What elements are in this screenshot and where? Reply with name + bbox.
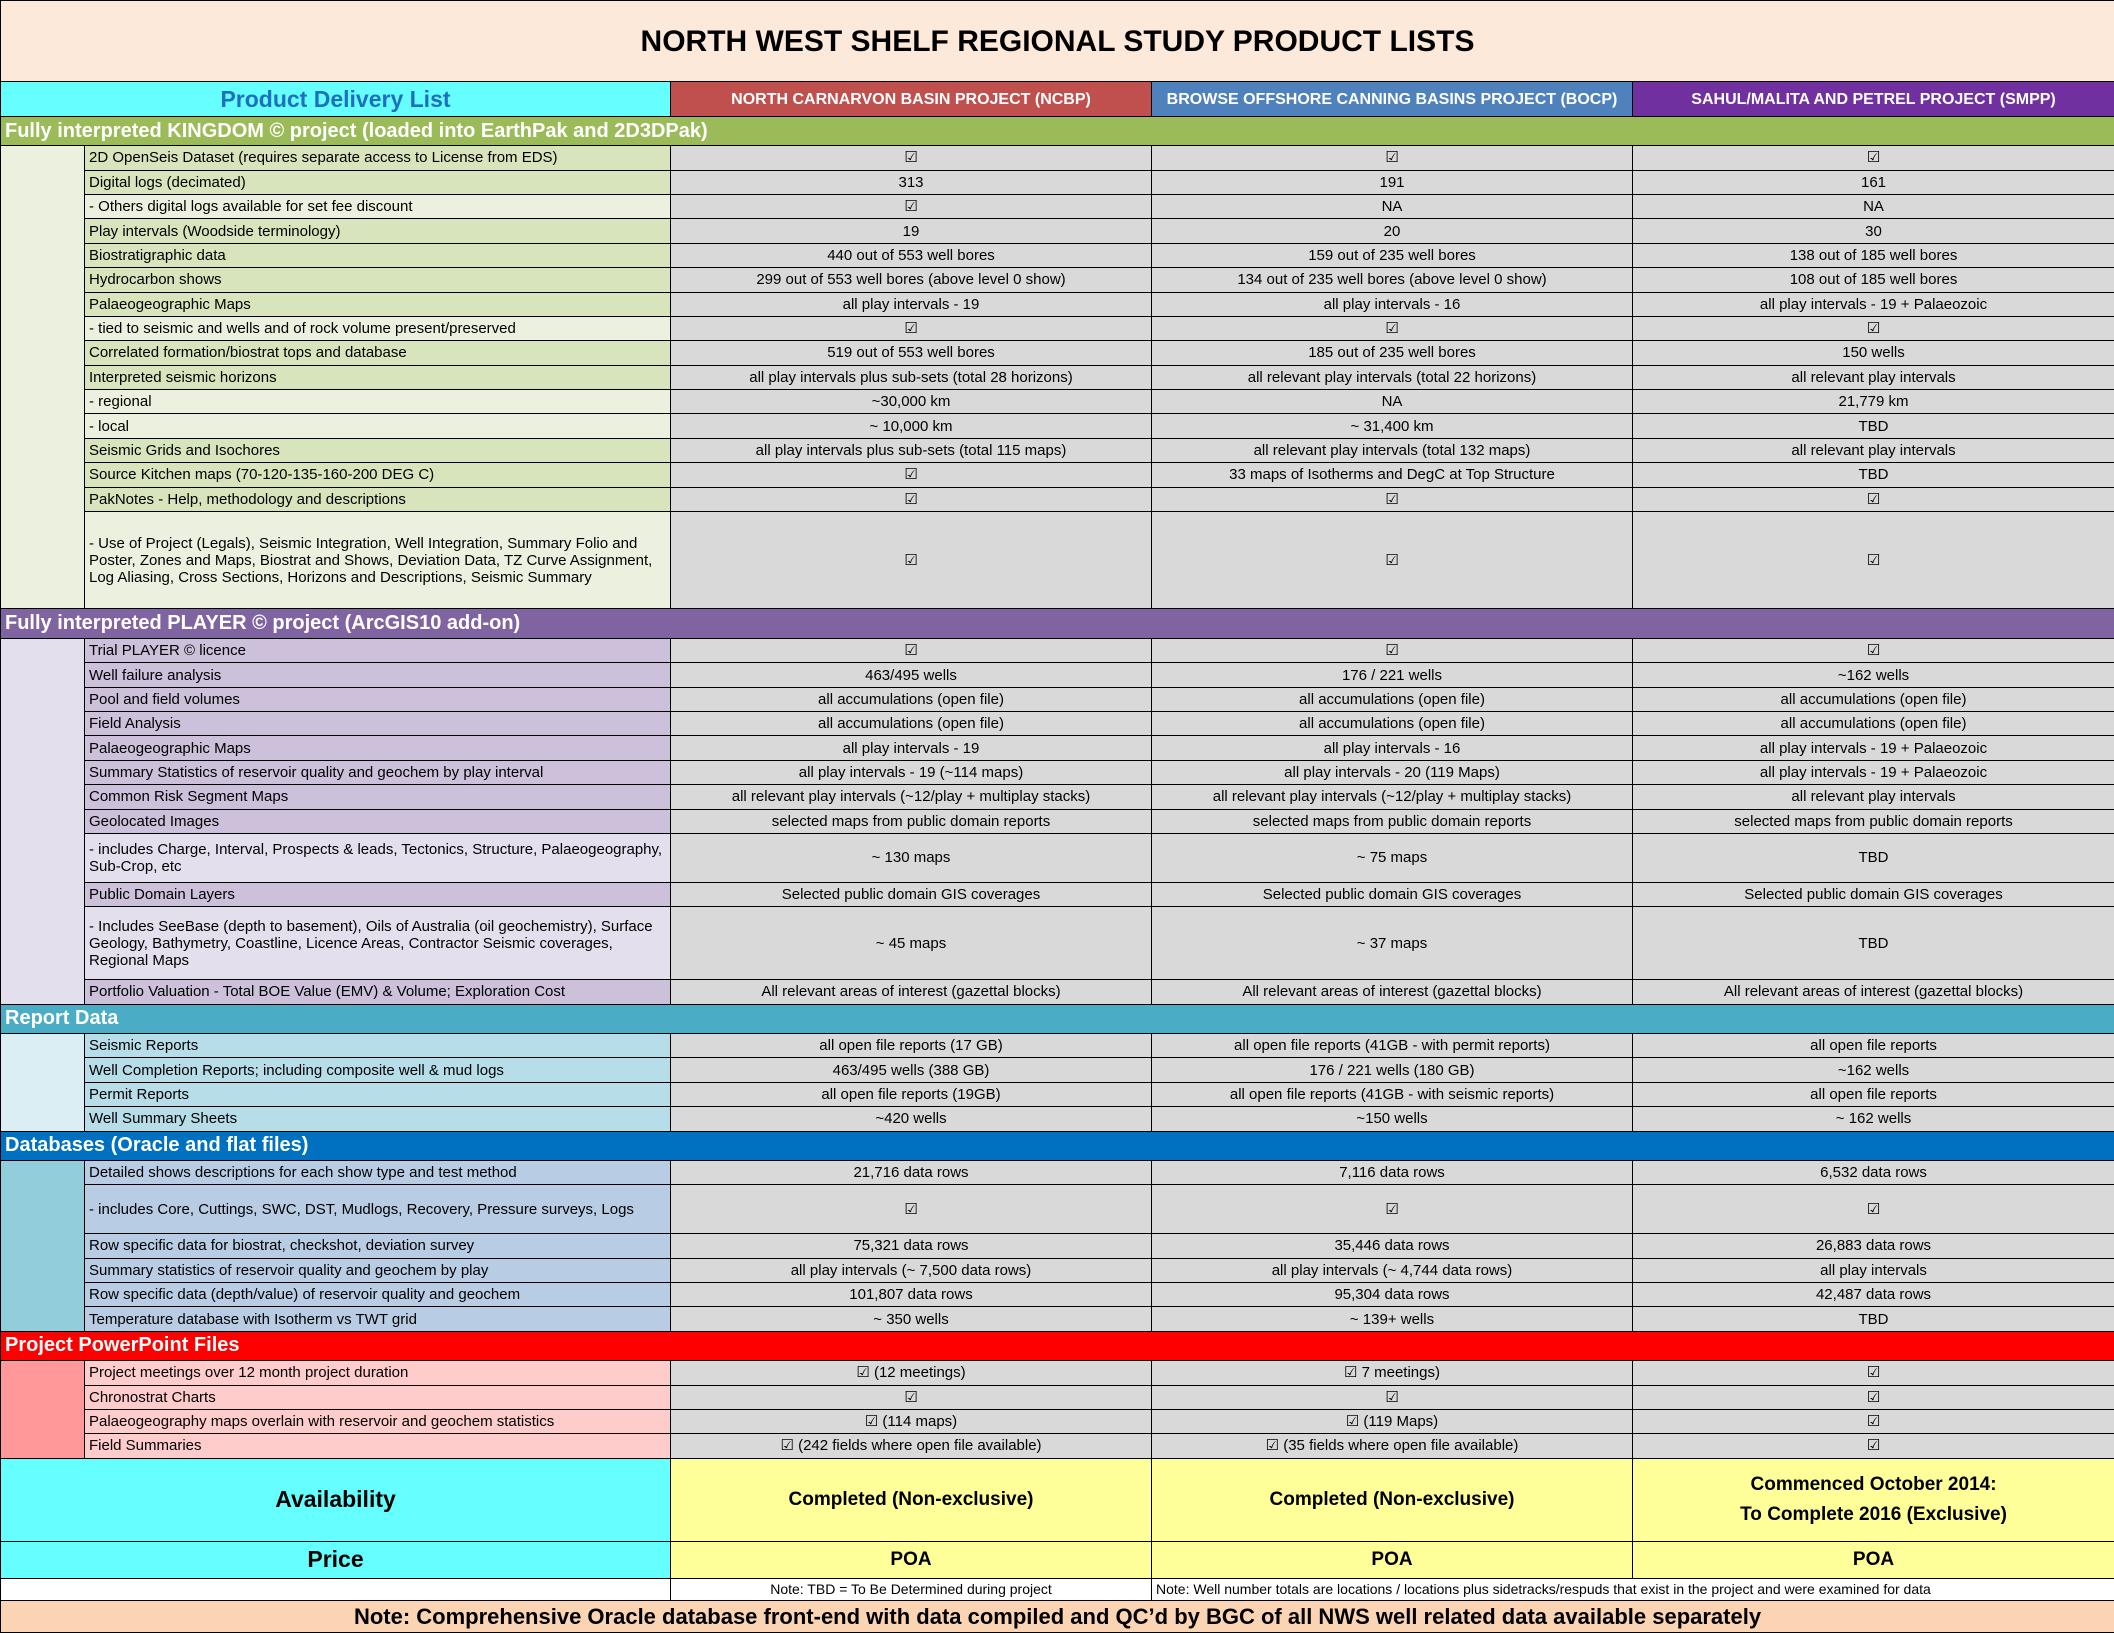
availability-bocp: Completed (Non-exclusive) [1152,1458,1633,1541]
availability-smpp: Commenced October 2014: To Complete 2016 (Exclusive) [1633,1458,2114,1541]
cell-ncbp: 19 [671,219,1152,243]
table-row [1,268,2114,292]
table-row [1,809,2114,833]
column-header-row [1,82,2114,117]
cell-bocp: 134 out of 235 well bores (above level 0 show) [1152,268,1633,292]
cell-smpp: ☑ [1633,146,2114,170]
cell-smpp: all relevant play intervals [1633,785,2114,809]
cell-smpp: ☑ [1633,316,2114,340]
row-sublabel: - Others digital logs available for set fee discount [85,195,671,219]
cell-ncbp: 21,716 data rows [671,1161,1152,1185]
cell-ncbp: all play intervals (~ 7,500 data rows) [671,1258,1152,1282]
cell-ncbp: 75,321 data rows [671,1234,1152,1258]
cell-bocp: ☑ [1152,146,1633,170]
section-title-project-powerpoint-files: Project PowerPoint Files [1,1331,2114,1360]
cell-ncbp: all relevant play intervals (~12/play + multiplay stacks) [671,785,1152,809]
cell-bocp: ☑ (119 Maps) [1152,1409,1633,1433]
table-row [1,438,2114,462]
cell-smpp: all accumulations (open file) [1633,712,2114,736]
table-row [1,195,2114,219]
section-color-bar [1,1034,85,1132]
cell-ncbp: ~30,000 km [671,390,1152,414]
table-row [1,980,2114,1004]
table-row [1,760,2114,784]
row-sublabel: - Includes SeeBase (depth to basement), Oils of Australia (oil geochemistry), Surface Geology, Bathymetry, Coastline, Licence Areas, Contractor Seismic coverages, Regional Maps [85,907,671,980]
row-label: Summary Statistics of reservoir quality and geochem by play interval [85,760,671,784]
footer-note: Note: Comprehensive Oracle database front-end with data compiled and QC’d by BGC of all NWS well related data available separately [1,1600,2114,1632]
row-label: Row specific data (depth/value) of reservoir quality and geochem [85,1282,671,1306]
cell-ncbp: ~ 10,000 km [671,414,1152,438]
cell-ncbp: ☑ (242 fields where open file available) [671,1434,1152,1458]
cell-bocp: 176 / 221 wells [1152,663,1633,687]
section-title-databases-oracle-and-flat-files: Databases (Oracle and flat files) [1,1131,2114,1160]
table-row [1,390,2114,414]
notes-spacer [1,1578,671,1600]
cell-ncbp: ~ 130 maps [671,833,1152,882]
price-smpp: POA [1633,1541,2114,1578]
cell-bocp: 33 maps of Isotherms and DegC at Top Structure [1152,463,1633,487]
table-row [1,365,2114,389]
cell-ncbp: ☑ [671,638,1152,662]
section-title-report-data: Report Data [1,1004,2114,1033]
cell-smpp: NA [1633,195,2114,219]
cell-bocp: ~ 37 maps [1152,907,1633,980]
row-label: Seismic Grids and Isochores [85,438,671,462]
cell-smpp: TBD [1633,414,2114,438]
cell-bocp: ☑ (35 fields where open file available) [1152,1434,1633,1458]
cell-ncbp: all play intervals plus sub-sets (total 28 horizons) [671,365,1152,389]
cell-ncbp: 463/495 wells (388 GB) [671,1058,1152,1082]
row-label: Field Summaries [85,1434,671,1458]
section-header-row [1,1131,2114,1160]
cell-smpp: ☑ [1633,1409,2114,1433]
cell-smpp: ☑ [1633,1385,2114,1409]
row-label: Seismic Reports [85,1034,671,1058]
cell-ncbp: all open file reports (17 GB) [671,1034,1152,1058]
cell-smpp: all play intervals - 19 + Palaeozoic [1633,292,2114,316]
cell-bocp: 159 out of 235 well bores [1152,243,1633,267]
row-sublabel: - local [85,414,671,438]
cell-bocp: ☑ [1152,487,1633,511]
cell-ncbp: all accumulations (open file) [671,687,1152,711]
row-label: Permit Reports [85,1082,671,1106]
cell-smpp: ~162 wells [1633,663,2114,687]
row-sublabel: - regional [85,390,671,414]
row-label: Biostratigraphic data [85,243,671,267]
table-row [1,1107,2114,1131]
cell-smpp: ☑ [1633,638,2114,662]
cell-bocp: ☑ [1152,1185,1633,1234]
table-row [1,1434,2114,1458]
project-header-ncbp: NORTH CARNARVON BASIN PROJECT (NCBP) [671,82,1152,117]
row-label: Common Risk Segment Maps [85,785,671,809]
cell-smpp: all accumulations (open file) [1633,687,2114,711]
section-header-row [1,609,2114,638]
price-label: Price [1,1541,671,1578]
cell-smpp: TBD [1633,833,2114,882]
cell-ncbp: ☑ [671,1385,1152,1409]
cell-bocp: all play intervals - 16 [1152,292,1633,316]
row-sublabel: - includes Core, Cuttings, SWC, DST, Mudlogs, Recovery, Pressure surveys, Logs [85,1185,671,1234]
cell-ncbp: 101,807 data rows [671,1282,1152,1306]
cell-ncbp: 519 out of 553 well bores [671,341,1152,365]
table-row [1,1234,2114,1258]
title-row [1,1,2114,82]
cell-ncbp: all play intervals - 19 (~114 maps) [671,760,1152,784]
row-label: Chronostrat Charts [85,1385,671,1409]
cell-bocp: NA [1152,390,1633,414]
cell-bocp: ☑ [1152,316,1633,340]
availability-ncbp: Completed (Non-exclusive) [671,1458,1152,1541]
section-title-fully-interpreted-kingdom-project-loaded: Fully interpreted KINGDOM © project (loaded into EarthPak and 2D3DPak) [1,116,2114,145]
cell-bocp: all play intervals (~ 4,744 data rows) [1152,1258,1633,1282]
table-row [1,1058,2114,1082]
cell-smpp: TBD [1633,463,2114,487]
cell-ncbp: all open file reports (19GB) [671,1082,1152,1106]
cell-ncbp: ~ 45 maps [671,907,1152,980]
project-header-bocp: BROWSE OFFSHORE CANNING BASINS PROJECT (BOCP) [1152,82,1633,117]
cell-smpp: ☑ [1633,511,2114,609]
cell-smpp: 42,487 data rows [1633,1282,2114,1306]
cell-bocp: selected maps from public domain reports [1152,809,1633,833]
cell-bocp: 191 [1152,170,1633,194]
row-label: Source Kitchen maps (70-120-135-160-200 DEG C) [85,463,671,487]
table-row [1,1307,2114,1331]
price-row [1,1541,2114,1578]
table-row [1,1282,2114,1306]
cell-smpp: ~ 162 wells [1633,1107,2114,1131]
section-title-fully-interpreted-player-project-arcgis1: Fully interpreted PLAYER © project (ArcGIS10 add-on) [1,609,2114,638]
row-sublabel: - Use of Project (Legals), Seismic Integration, Well Integration, Summary Folio and Poster, Zones and Maps, Biostrat and Shows, Deviation Data, TZ Curve Assignment, Log Aliasing, Cross Sections, Horizons and Descriptions, Seismic Summary [85,511,671,609]
cell-smpp: 21,779 km [1633,390,2114,414]
footer-row [1,1600,2114,1632]
cell-ncbp: 440 out of 553 well bores [671,243,1152,267]
notes-row [1,1578,2114,1600]
table-row [1,907,2114,980]
row-label: 2D OpenSeis Dataset (requires separate access to License from EDS) [85,146,671,170]
cell-bocp: NA [1152,195,1633,219]
row-label: Geolocated Images [85,809,671,833]
product-delivery-list-header: Product Delivery List [1,82,671,117]
table-row [1,663,2114,687]
cell-bocp: 7,116 data rows [1152,1161,1633,1185]
cell-ncbp: selected maps from public domain reports [671,809,1152,833]
cell-bocp: all relevant play intervals (total 132 maps) [1152,438,1633,462]
row-sublabel: - includes Charge, Interval, Prospects & leads, Tectonics, Structure, Palaeogeography, Sub-Crop, etc [85,833,671,882]
row-label: Well Summary Sheets [85,1107,671,1131]
row-label: Trial PLAYER © licence [85,638,671,662]
row-label: Summary statistics of reservoir quality and geochem by play [85,1258,671,1282]
cell-ncbp: ☑ [671,1185,1152,1234]
table-row [1,511,2114,609]
cell-smpp: 108 out of 185 well bores [1633,268,2114,292]
row-sublabel: - tied to seismic and wells and of rock volume present/preserved [85,316,671,340]
row-label: Pool and field volumes [85,687,671,711]
cell-ncbp: ☑ (12 meetings) [671,1361,1152,1385]
table-row [1,833,2114,882]
cell-bocp: all play intervals - 16 [1152,736,1633,760]
price-ncbp: POA [671,1541,1152,1578]
table-row [1,487,2114,511]
row-label: Well failure analysis [85,663,671,687]
section-header-row [1,1331,2114,1360]
cell-bocp: 20 [1152,219,1633,243]
cell-bocp: 35,446 data rows [1152,1234,1633,1258]
table-row [1,1361,2114,1385]
cell-bocp: ~ 31,400 km [1152,414,1633,438]
cell-ncbp: ☑ [671,195,1152,219]
row-label: Field Analysis [85,712,671,736]
cell-bocp: ☑ [1152,638,1633,662]
row-label: Palaeogeographic Maps [85,736,671,760]
table-row [1,1258,2114,1282]
table-row [1,316,2114,340]
section-header-row [1,116,2114,145]
cell-bocp: all relevant play intervals (~12/play + multiplay stacks) [1152,785,1633,809]
table-row [1,414,2114,438]
cell-bocp: ~ 139+ wells [1152,1307,1633,1331]
cell-bocp: 185 out of 235 well bores [1152,341,1633,365]
cell-bocp: all accumulations (open file) [1152,712,1633,736]
cell-ncbp: ☑ [671,146,1152,170]
cell-bocp: 176 / 221 wells (180 GB) [1152,1058,1633,1082]
row-label: Well Completion Reports; including composite well & mud logs [85,1058,671,1082]
price-bocp: POA [1152,1541,1633,1578]
cell-smpp: Selected public domain GIS coverages [1633,882,2114,906]
cell-smpp: all relevant play intervals [1633,365,2114,389]
cell-bocp: ~150 wells [1152,1107,1633,1131]
table-row [1,243,2114,267]
cell-bocp: all open file reports (41GB - with seismic reports) [1152,1082,1633,1106]
table-row [1,1082,2114,1106]
table-row [1,341,2114,365]
cell-ncbp: all play intervals plus sub-sets (total 115 maps) [671,438,1152,462]
page-title: NORTH WEST SHELF REGIONAL STUDY PRODUCT LISTS [1,1,2114,82]
row-label: Row specific data for biostrat, checkshot, deviation survey [85,1234,671,1258]
cell-smpp: all play intervals [1633,1258,2114,1282]
cell-ncbp: ☑ [671,487,1152,511]
cell-ncbp: 299 out of 553 well bores (above level 0 show) [671,268,1152,292]
row-label: Detailed shows descriptions for each show type and test method [85,1161,671,1185]
table-row [1,882,2114,906]
cell-smpp: ☑ [1633,1361,2114,1385]
row-label: Hydrocarbon shows [85,268,671,292]
table-row [1,146,2114,170]
cell-ncbp: 313 [671,170,1152,194]
cell-smpp: 138 out of 185 well bores [1633,243,2114,267]
cell-ncbp: All relevant areas of interest (gazettal blocks) [671,980,1152,1004]
row-label: Palaeogeography maps overlain with reservoir and geochem statistics [85,1409,671,1433]
table-row [1,736,2114,760]
table-row [1,1034,2114,1058]
cell-ncbp: 463/495 wells [671,663,1152,687]
cell-ncbp: ☑ [671,463,1152,487]
sheet-body [1,1,2114,1633]
availability-label: Availability [1,1458,671,1541]
cell-smpp: 6,532 data rows [1633,1161,2114,1185]
cell-bocp: all relevant play intervals (total 22 horizons) [1152,365,1633,389]
cell-bocp: ~ 75 maps [1152,833,1633,882]
row-label: PakNotes - Help, methodology and descriptions [85,487,671,511]
section-color-bar [1,638,85,1004]
cell-smpp: All relevant areas of interest (gazettal blocks) [1633,980,2114,1004]
row-label: Public Domain Layers [85,882,671,906]
note-tbd: Note: TBD = To Be Determined during project [671,1578,1152,1600]
cell-smpp: ☑ [1633,1434,2114,1458]
row-label: Correlated formation/biostrat tops and database [85,341,671,365]
cell-smpp: 161 [1633,170,2114,194]
cell-ncbp: all accumulations (open file) [671,712,1152,736]
note-well-totals: Note: Well number totals are locations / locations plus sidetracks/respuds that exist in the project and were examined for data [1152,1578,2114,1600]
cell-ncbp: all play intervals - 19 [671,736,1152,760]
row-label: Palaeogeographic Maps [85,292,671,316]
cell-ncbp: ~ 350 wells [671,1307,1152,1331]
cell-smpp: 26,883 data rows [1633,1234,2114,1258]
section-color-bar [1,1361,85,1459]
section-color-bar [1,1161,85,1332]
cell-ncbp: ☑ [671,316,1152,340]
table-row [1,785,2114,809]
section-header-row [1,1004,2114,1033]
table-row [1,1161,2114,1185]
cell-smpp: TBD [1633,1307,2114,1331]
cell-ncbp: ☑ [671,511,1152,609]
table-row [1,687,2114,711]
cell-smpp: TBD [1633,907,2114,980]
cell-smpp: 150 wells [1633,341,2114,365]
cell-ncbp: all play intervals - 19 [671,292,1152,316]
cell-ncbp: Selected public domain GIS coverages [671,882,1152,906]
table-row [1,1385,2114,1409]
cell-bocp: all open file reports (41GB - with permit reports) [1152,1034,1633,1058]
cell-smpp: 30 [1633,219,2114,243]
cell-smpp: all open file reports [1633,1034,2114,1058]
table-row [1,712,2114,736]
table-row [1,292,2114,316]
row-label: Play intervals (Woodside terminology) [85,219,671,243]
cell-bocp: ☑ [1152,511,1633,609]
cell-smpp: all play intervals - 19 + Palaeozoic [1633,760,2114,784]
cell-smpp: ~162 wells [1633,1058,2114,1082]
cell-bocp: All relevant areas of interest (gazettal blocks) [1152,980,1633,1004]
section-color-bar [1,146,85,609]
cell-bocp: Selected public domain GIS coverages [1152,882,1633,906]
table-row [1,638,2114,662]
table-row [1,219,2114,243]
cell-bocp: all accumulations (open file) [1152,687,1633,711]
table-row [1,463,2114,487]
cell-smpp: all relevant play intervals [1633,438,2114,462]
cell-ncbp: ~420 wells [671,1107,1152,1131]
row-label: Project meetings over 12 month project duration [85,1361,671,1385]
cell-smpp: ☑ [1633,487,2114,511]
row-label: Temperature database with Isotherm vs TWT grid [85,1307,671,1331]
cell-bocp: all play intervals - 20 (119 Maps) [1152,760,1633,784]
table-row [1,1409,2114,1433]
project-header-smpp: SAHUL/MALITA AND PETREL PROJECT (SMPP) [1633,82,2114,117]
cell-bocp: ☑ [1152,1385,1633,1409]
row-label: Interpreted seismic horizons [85,365,671,389]
cell-smpp: all open file reports [1633,1082,2114,1106]
table-row [1,170,2114,194]
row-label: Portfolio Valuation - Total BOE Value (EMV) & Volume; Exploration Cost [85,980,671,1004]
cell-ncbp: ☑ (114 maps) [671,1409,1152,1433]
cell-bocp: 95,304 data rows [1152,1282,1633,1306]
table-row [1,1185,2114,1234]
cell-bocp: ☑ 7 meetings) [1152,1361,1633,1385]
availability-row [1,1458,2114,1541]
cell-smpp: selected maps from public domain reports [1633,809,2114,833]
cell-smpp: all play intervals - 19 + Palaeozoic [1633,736,2114,760]
row-label: Digital logs (decimated) [85,170,671,194]
cell-smpp: ☑ [1633,1185,2114,1234]
